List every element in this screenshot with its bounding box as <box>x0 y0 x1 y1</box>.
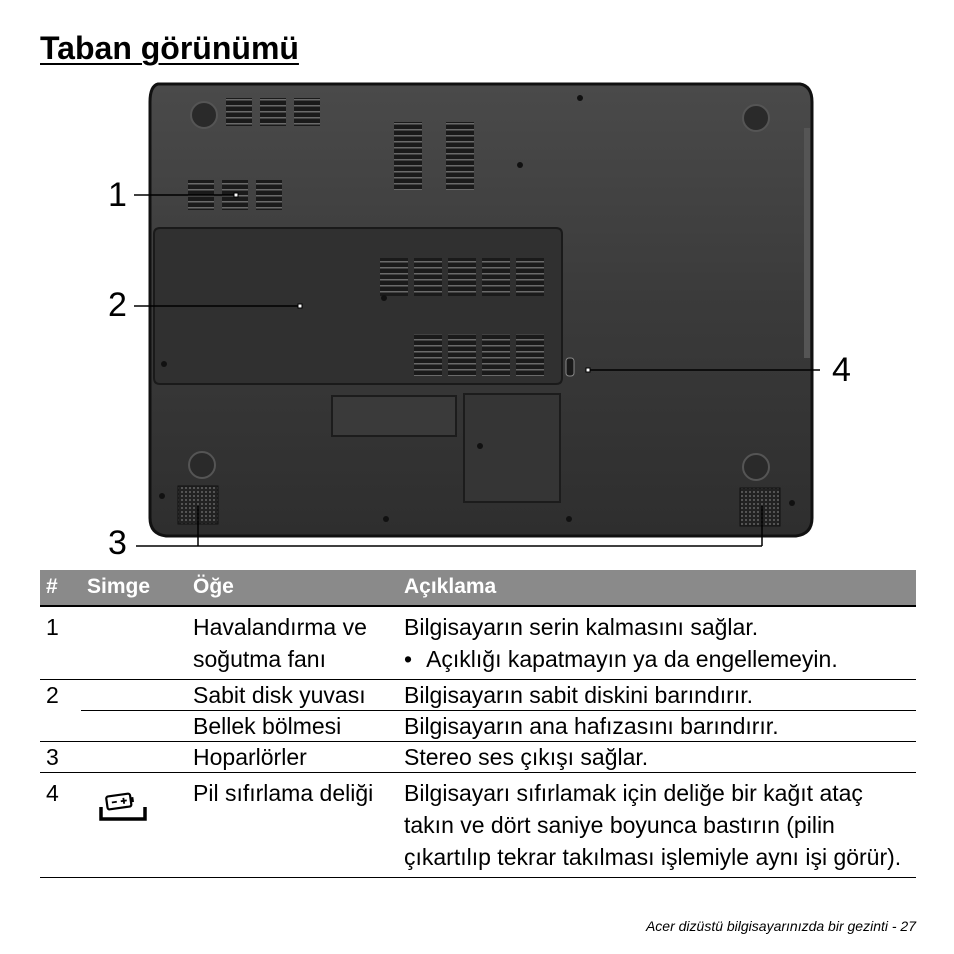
callout-1: 1 <box>108 176 127 214</box>
header-description: Açıklama <box>398 570 916 606</box>
row-item: Pil sıfırlama deliği <box>187 773 398 878</box>
row-number: 3 <box>40 742 81 773</box>
page-footer: Acer dizüstü bilgisayarınızda bir gezinti - 27 <box>645 918 916 934</box>
header-item: Öğe <box>187 570 398 606</box>
header-icon: Simge <box>81 570 187 606</box>
laptop-bottom-view <box>100 78 840 558</box>
callout-2: 2 <box>108 286 127 324</box>
header-number: # <box>40 570 81 606</box>
callout-3: 3 <box>108 524 127 562</box>
row-item: Hoparlörler <box>187 742 398 773</box>
table-row <box>40 742 916 773</box>
table-row <box>40 711 916 742</box>
bullet-text: Açıklığı kapatmayın ya da engellemeyin. <box>426 646 838 672</box>
bullet-dot: • <box>404 646 413 672</box>
page-title: Taban görünümü <box>40 30 299 66</box>
row-description: Stereo ses çıkışı sağlar. <box>398 742 916 773</box>
components-table <box>40 570 916 878</box>
row-item: Bellek bölmesi <box>187 711 398 742</box>
row-number <box>40 711 81 742</box>
row-number: 4 <box>40 773 81 878</box>
table-row <box>40 680 916 711</box>
row-number: 2 <box>40 680 81 711</box>
table-row <box>40 606 916 680</box>
description-text: Bilgisayarın serin kalmasını sağlar. <box>404 614 759 640</box>
battery-reset-icon <box>99 789 147 823</box>
row-description: Bilgisayarın sabit diskini barındırır. <box>398 680 916 711</box>
row-item: Sabit disk yuvası <box>187 680 398 711</box>
row-item: Havalandırma ve soğutma fanı <box>193 614 367 672</box>
row-number: 1 <box>46 614 59 640</box>
row-description: Bilgisayarın ana hafızasını barındırır. <box>398 711 916 742</box>
table-row <box>40 773 916 878</box>
bullet-item <box>404 643 916 675</box>
callout-4: 4 <box>832 351 851 389</box>
table-header-row <box>40 570 916 606</box>
row-description: Bilgisayarı sıfırlamak için deliğe bir kağıt ataç takın ve dört saniye boyunca bastırın (pilin çıkartılıp tekrar takılması işlemiyle aynı işi görür). <box>398 773 916 878</box>
row-description <box>398 606 916 680</box>
